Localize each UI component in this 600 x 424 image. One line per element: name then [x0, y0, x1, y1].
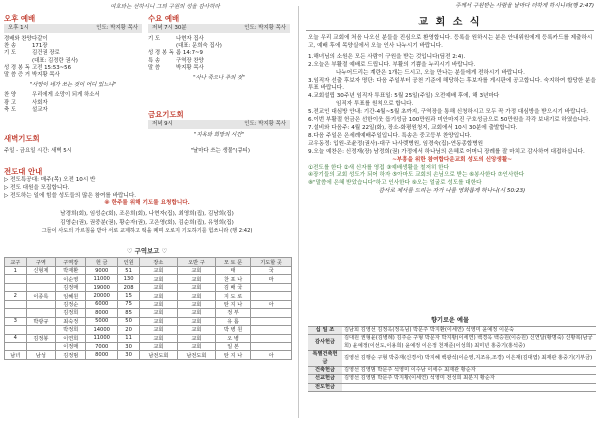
closing-verse: 감사로 제사를 드리는 자가 나를 영화롭게 하나니(시 50:23) — [378, 188, 526, 195]
district-cell-g — [5, 300, 27, 308]
afternoon-order — [4, 36, 142, 79]
order-value: 김건권 장로 — [32, 50, 60, 57]
district-cell-leader: 김정순 — [56, 300, 86, 308]
order-value: 박지황 목사 — [176, 64, 204, 71]
title-rule — [306, 30, 594, 31]
district-cell-c3 — [251, 334, 292, 342]
afternoon-preacher: 인도: 박지황 목사 — [96, 25, 138, 31]
order-value: 고전 15:53~56 — [32, 64, 72, 71]
afternoon-service-time: 오후 1시 — [8, 25, 29, 31]
district-cell-c1: 교회 — [177, 309, 215, 317]
district-cell-num: 208 — [118, 283, 140, 291]
order-value: (대표: 문희숙 집사) — [176, 43, 222, 50]
evangelism-verse: 그들이 사도의 가르침을 받아 서로 교제하고 떡을 떼며 오로지 기도하기를 힘쓰니라 (행 2:42) — [41, 228, 253, 234]
offering-row — [308, 327, 596, 335]
offering-row — [308, 375, 596, 383]
order-value: 박지황 목사 — [32, 72, 60, 79]
revival-rule: ⑧"말씀에 은혜 받았습니다"하고 인사한다 ⑨오는 얼굴로 성도를 대한다 — [308, 180, 482, 187]
offering-names: 김영선 김영범 박문주 석영미 이수남 이세수 최재관 황순자 — [342, 367, 596, 375]
friday-preacher: 인도: 박지황 목사 — [244, 121, 286, 127]
prayer-request: ※ 한주를 위해 기도를 요청합니다. — [104, 200, 190, 207]
friday-sermon-title: "지옥와 희망의 시간" — [193, 132, 245, 138]
district-cell-leader: 김정범 — [56, 351, 86, 359]
district-cell-num: 130 — [118, 275, 140, 283]
district-cell-d: 박광규 — [26, 317, 56, 325]
afternoon-worship-title: 오후 예배 — [4, 14, 36, 23]
district-cell-num: 11 — [118, 334, 140, 342]
order-label: 찬 양 — [4, 92, 17, 99]
district-header-cell: 기도할 곳 — [251, 258, 292, 267]
afternoon-order-2 — [4, 92, 142, 114]
district-cell-num: 75 — [118, 300, 140, 308]
news-item: 5.전교인 대심방 안내: 기간-4월~5월 초까지, 구역장을 통해 신청하시고 모두 꼭 가정 대심방을 받으시기 바랍니다. — [308, 109, 589, 116]
district-cell-leader: 이연희 — [56, 334, 86, 342]
dawn-prayer-time: 주일 - 금요일 시간: 새벽 5시 — [4, 148, 72, 154]
news-item: 나누어드리는 계란은 1개는 드시고, 오늘 만나는 분들에게 전하시기 바랍니다. — [336, 69, 525, 76]
offering-row — [308, 351, 596, 367]
dawn-prayer — [4, 134, 290, 155]
district-cell-place: 교회 — [139, 300, 177, 308]
afternoon-sermon-title: "사망이 네가 쏘는 것이 어디 있느냐" — [29, 82, 117, 89]
district-cell-leader: 이순영 — [56, 275, 86, 283]
left-motto: 여호와는 선하시니 그의 구원의 성을 감사하라 — [110, 4, 220, 10]
news-item: 교우동정: 입원-조윤정(권사)-대구 나사렛병원, 임경숙(집)-연동종합병원 — [308, 140, 484, 147]
evangelism-item: ▷ 전도하는 일에 힘쓸 성도들의 많은 참여를 바랍니다. — [4, 192, 137, 199]
order-value: (대표: 김정란 권사) — [32, 57, 78, 64]
prayer-names: 남경희(회), 임성순(회), 조은희(회), 나현자(집), 최영희(집), 김남희(집) — [60, 211, 234, 218]
district-cell-d — [26, 283, 56, 291]
district-cell-d — [26, 300, 56, 308]
district-cell-leader: 박재환 — [56, 267, 86, 275]
order-label: 광 고 — [4, 99, 17, 106]
table-row — [5, 267, 292, 275]
evangelism-title: 전도대 안내 — [4, 167, 43, 176]
order-label: 축 도 — [4, 106, 17, 113]
district-cell-c2: 태 — [215, 267, 250, 275]
district-header-cell: 헌 금 — [86, 258, 118, 267]
district-cell-d — [26, 326, 56, 334]
dawn-prayer-title: 새벽기도회 — [4, 134, 40, 143]
wednesday-service-time: 저녁 7시 30분 — [152, 25, 187, 31]
district-cell-c2: 탄 지 나 — [215, 300, 250, 308]
offering-names: 김영선 김행순 구형 박중재(신경서) 박지혜 백광석(이순영,지조유,조경) 이은재(김대엽) 최재관 홍중기(기부금) — [342, 351, 596, 367]
offering-names: 김남희 김영선 김정옥(정옥님) 박문주 박지환(이세연) 석영미 윤예정 이문숙 — [342, 327, 596, 335]
order-value: 설교자 — [32, 106, 48, 113]
evangelism-item: ▷ 전도특공대: 매주(목) 오전 10시 반 — [4, 177, 96, 183]
evangelism-section — [4, 167, 290, 235]
table-row — [5, 275, 292, 283]
order-label — [4, 58, 32, 65]
table-row — [5, 342, 292, 350]
district-cell-c3 — [251, 309, 292, 317]
district-cell-g — [5, 326, 27, 334]
wednesday-order — [148, 36, 290, 72]
order-row — [4, 72, 142, 79]
district-cell-place: 교회 — [139, 292, 177, 300]
table-row — [5, 334, 292, 342]
friday-service-time: 저녁 9시 — [152, 121, 173, 127]
district-cell-amt: 19000 — [86, 283, 118, 291]
offering-category: 전도헌금 — [308, 383, 342, 391]
district-cell-leader: 이정매 — [56, 342, 86, 350]
order-label: 찬 송 — [4, 43, 17, 50]
district-cell-g: 2 — [5, 292, 27, 300]
district-cell-c2: 유 롭 — [215, 317, 250, 325]
district-cell-d — [26, 342, 56, 350]
news-item: 2.오늘은 부활절 예배로 드립니다. 부활의 기쁨을 누리시기 바랍니다. — [308, 61, 476, 68]
district-cell-place: 교회 — [139, 309, 177, 317]
news-item: 7.설비와 다음주: 4월 22일(화), 장소-화평원청지, 교회에서 10시 30분에 출발합니다. — [308, 124, 518, 131]
district-cell-d: 신형제 — [26, 267, 56, 275]
table-row — [5, 300, 292, 308]
afternoon-worship-header — [4, 24, 142, 33]
order-row — [4, 58, 142, 65]
order-value: 나현자 집사 — [176, 36, 204, 42]
district-cell-amt: 8000 — [86, 351, 118, 359]
district-cell-amt: 14000 — [86, 326, 118, 334]
district-cell-g: 4 — [5, 334, 27, 342]
evangelism-item: ▷ 전도 대원을 모집합니다. — [4, 184, 70, 191]
district-cell-c3: 아 — [251, 300, 292, 308]
offering-row — [308, 383, 596, 391]
offering-category: 선교헌금 — [308, 375, 342, 383]
district-cell-place: 교회 — [139, 326, 177, 334]
order-value: 사회자 — [32, 99, 48, 106]
district-cell-d — [26, 275, 56, 283]
revival-slogan: ~부흥을 위한 참여합다운교회 성도의 신앙생활~ — [392, 156, 512, 163]
order-value: 우리에게 소망이 되게 하소서 — [32, 92, 100, 99]
order-label: 말 씀 — [148, 64, 161, 71]
district-cell-c3 — [251, 342, 292, 350]
district-cell-c2: 김 배 국 — [215, 283, 250, 291]
district-cell-c3 — [251, 283, 292, 291]
district-header-cell: 구역장 — [56, 258, 86, 267]
right-motto: 주께서 구원받는 사람을 날마다 더하게 하시니라(행 2:47) — [455, 3, 594, 9]
offering-category: 건축헌금 — [308, 367, 342, 375]
order-value: 롬 14:7~9 — [176, 50, 203, 57]
order-row — [4, 107, 142, 114]
district-cell-d: 이종록 — [26, 292, 56, 300]
offering-names: 김영선 김영범 박문주 박지황(이세연) 석영미 전성희 최분지 황순자 — [342, 375, 596, 383]
district-header-cell: 모 토 문 — [215, 258, 250, 267]
district-cell-num: 20 — [118, 326, 140, 334]
offering-category: 특별건축헌 금 — [308, 351, 342, 367]
order-label: 성 경 봉 독 — [148, 50, 174, 57]
district-cell-place: 교회 — [139, 317, 177, 325]
offering-category: 감사헌금 — [308, 335, 342, 351]
district-report-title: ♡ 구역보고 ♡ — [126, 247, 168, 255]
district-cell-c2: 탄 지 나 — [215, 351, 250, 359]
table-row — [5, 292, 292, 300]
news-item: 8.다음 주일은 은세례예배주일입니다. 특송은 중고등부 찬양입니다. — [308, 132, 472, 139]
district-cell-place: 교회 — [139, 267, 177, 275]
district-cell-place: 남전도회 — [139, 351, 177, 359]
order-label: 경배와 찬양 — [4, 36, 32, 42]
district-report-table — [4, 257, 292, 360]
district-cell-g: 남녀 — [5, 351, 27, 359]
page-divider — [298, 6, 299, 418]
wednesday-sermon-title: "사나 죽으나 주의 것" — [193, 75, 245, 82]
district-cell-amt: 9000 — [86, 267, 118, 275]
order-label: 기 도 — [148, 36, 161, 42]
left-page — [0, 0, 294, 424]
revival-rule: ④장기들의 교회 성도가 되어 하자 ⑤아마도 교회의 손님으로 받는 ⑥봉사한다 ⑦인사한다 — [308, 172, 525, 179]
district-cell-place: 교회 — [139, 283, 177, 291]
district-cell-g — [5, 283, 27, 291]
district-header-cell: 구역 — [26, 258, 56, 267]
district-cell-c2: 일 본 — [215, 342, 250, 350]
order-row — [4, 92, 142, 99]
order-label: 기 도 — [4, 50, 17, 57]
district-cell-leader: 임혜원 — [56, 292, 86, 300]
order-value: 다같이 — [32, 36, 48, 42]
district-cell-g — [5, 309, 27, 317]
news-item: 임직자 투표를 원칙으로 합니다. — [336, 101, 414, 108]
offering-row — [308, 367, 596, 375]
news-item: 6.이번 부활절 헌금은 선한이웃 돕기성금 100만원과 미안마지진 구호성금으로 50만원을 각각 보내기로 하였습니다. — [308, 117, 591, 124]
welcome-text: 오늘 우리 교회에 처음 나오신 분들을 진심으로 환영합니다. 등록을 원하시는 분은 안내위원에게 등록카드를 제출하시고, 예배 후에 목양실에서 오늘 인사 나누시기 바랍니다. — [308, 35, 593, 49]
district-header-cell: 인원 — [118, 258, 140, 267]
district-cell-num: 30 — [118, 342, 140, 350]
district-cell-amt: 5000 — [86, 317, 118, 325]
district-cell-c1: 교회 — [177, 334, 215, 342]
district-cell-c1: 교회 — [177, 326, 215, 334]
district-cell-c2: 오 병 — [215, 334, 250, 342]
district-cell-num: 85 — [118, 309, 140, 317]
district-cell-c2: 찬 포 나 — [215, 275, 250, 283]
district-cell-place: 교회 — [139, 275, 177, 283]
offering-table — [308, 326, 596, 392]
table-row — [5, 351, 292, 359]
district-cell-c1: 남전도회 — [177, 351, 215, 359]
news-item: 3.임직자 선출 후보자 명단: 다음 주일부터 공천 기준에 해당하는 후보자를 게시판에 공고합니다. 숙지하여 합당한 분을 투표 바랍니다. — [308, 77, 596, 92]
district-cell-num: 51 — [118, 267, 140, 275]
order-row — [148, 50, 290, 57]
order-row — [148, 58, 290, 65]
friday-prayer-header — [148, 120, 290, 129]
friday-prayer-title: 금요기도회 — [148, 110, 184, 119]
district-cell-c1: 교회 — [177, 275, 215, 283]
district-cell-place: 교회 — [139, 334, 177, 342]
order-label: 말 씀 증 거 — [4, 72, 30, 79]
district-cell-leader: 최숙정 — [56, 317, 86, 325]
district-cell-c1: 교회 — [177, 292, 215, 300]
district-cell-d — [26, 309, 56, 317]
district-cell-c3 — [251, 292, 292, 300]
wednesday-preacher: 인도: 박지황 목사 — [244, 25, 286, 31]
offering-names: 김대원 권형윤(김병례) 김주순 구형 박문자 박지황(이세연) 백경옥 백승원(이승원) 신연달(황명숙) 신황복(남궁희) 윤예정(이선도,이용희) 윤예정 이은정 천재준(이성희) 최미년 홍중기(홍석중) — [342, 335, 596, 351]
district-cell-c3: 아 — [251, 351, 292, 359]
table-row — [5, 326, 292, 334]
district-cell-amt: 6000 — [86, 300, 118, 308]
news-item: 1.해녀님의 소원은 모든 사람이 구원을 받는 것입니다(딤전 2:4). — [308, 53, 466, 60]
afternoon-worship — [4, 14, 142, 114]
church-news-title: 교 회 소 식 — [418, 17, 482, 28]
district-header-cell: 오반 구 — [177, 258, 215, 267]
district-cell-leader: 김정매 — [56, 283, 86, 291]
district-cell-num: 15 — [118, 292, 140, 300]
dawn-prayer-note: "날마다 쓰는 생물"(큐티) — [190, 148, 250, 154]
district-cell-place: 교회 — [139, 342, 177, 350]
offering-category: 십 일 조 — [308, 327, 342, 335]
district-cell-amt: 20000 — [86, 292, 118, 300]
right-page — [306, 0, 600, 424]
district-cell-leader: 김정희 — [56, 309, 86, 317]
offering-row — [308, 335, 596, 351]
revival-rule: ①전도를 한다 ②새 신자를 영접 ③예배생활을 철저히 한다 — [308, 164, 449, 171]
table-row — [5, 283, 292, 291]
table-row — [5, 317, 292, 325]
district-cell-c1: 교회 — [177, 317, 215, 325]
district-cell-c3 — [251, 326, 292, 334]
district-cell-amt: 8000 — [86, 309, 118, 317]
offering-names — [342, 383, 596, 391]
district-cell-g: 3 — [5, 317, 27, 325]
district-cell-c3: 국 — [251, 267, 292, 275]
order-value: 171장 — [32, 43, 48, 50]
district-cell-c1: 교회 — [177, 283, 215, 291]
offering-title: 향기로운 예물 — [430, 317, 470, 324]
district-header-cell: 장소 — [139, 258, 177, 267]
order-value: 구역장 찬양 — [176, 57, 204, 64]
table-row — [5, 309, 292, 317]
district-cell-c1: 교회 — [177, 342, 215, 350]
prayer-names: 김영순(권), 권중분(권), 황순자(권), 고은영(회), 김순희(집), 유영희(집) — [60, 219, 234, 226]
district-cell-amt: 11000 — [86, 275, 118, 283]
order-row — [4, 100, 142, 107]
order-label: 성 경 봉 독 — [4, 64, 30, 71]
district-cell-c2: 지 도 로 — [215, 292, 250, 300]
district-cell-g — [5, 275, 27, 283]
district-cell-d: 남성 — [26, 351, 56, 359]
church-news — [308, 35, 596, 196]
news-item: 9.오늘 예찬은: 신정재(장) 남정희(권) 가정에서 하나님의 은혜로 어머니 장례를 잘 마치고 감사하여 대접하십니다. — [308, 148, 585, 155]
district-cell-amt: 11000 — [86, 334, 118, 342]
order-row — [4, 65, 142, 72]
order-row — [4, 43, 142, 50]
district-header-cell: 교구 — [5, 258, 27, 267]
district-cell-c1: 교회 — [177, 300, 215, 308]
wednesday-worship — [148, 14, 290, 82]
order-row — [4, 36, 142, 43]
district-cell-c3 — [251, 317, 292, 325]
district-cell-g: 1 — [5, 267, 27, 275]
district-cell-c3: 마 — [251, 275, 292, 283]
district-cell-c2: 정 부 — [215, 309, 250, 317]
district-cell-d: 김정봉 — [26, 334, 56, 342]
district-cell-amt: 7000 — [86, 342, 118, 350]
wednesday-worship-header — [148, 24, 290, 33]
wednesday-worship-title: 수요 예배 — [148, 14, 180, 23]
district-cell-num: 30 — [118, 351, 140, 359]
district-cell-c2: 박 병 원 — [215, 326, 250, 334]
order-row — [4, 50, 142, 57]
order-row — [148, 65, 290, 72]
news-item: 4.교회설립 30주년 임직자 투표일: 5월 25일(주일) 오전예배 후에, 해 3년마다 — [308, 93, 500, 100]
district-cell-num: 50 — [118, 317, 140, 325]
order-label: 특 송 — [148, 57, 161, 64]
district-cell-leader: 박정희 — [56, 326, 86, 334]
district-cell-c1: 교회 — [177, 267, 215, 275]
district-cell-g — [5, 342, 27, 350]
